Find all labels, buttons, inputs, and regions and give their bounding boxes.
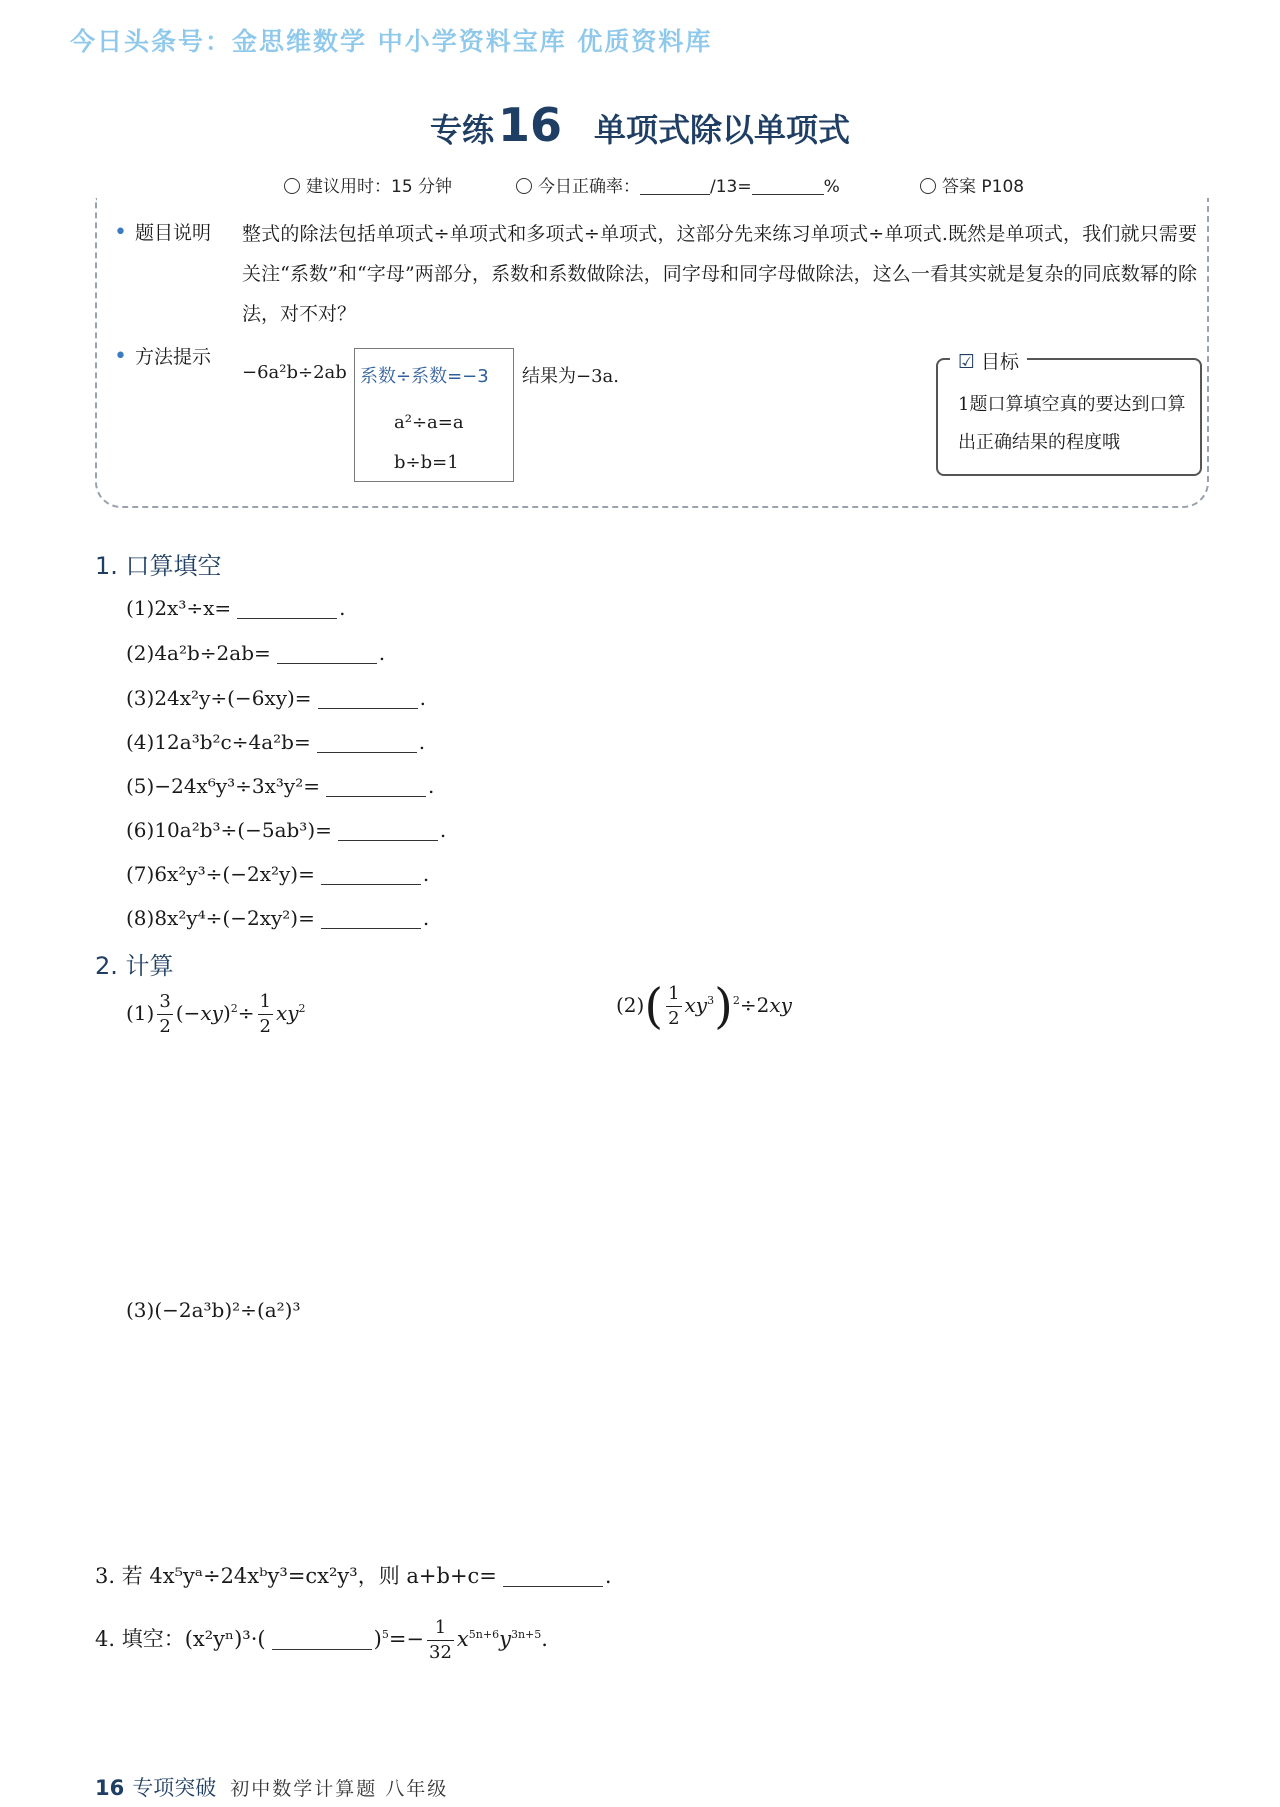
goal-tag: ☑ 目标 [950, 347, 1027, 374]
answer-blank[interactable] [321, 866, 421, 885]
q3: 3. 若 4x⁵yᵃ÷24xᵇy³=cx²y³，则 a+b+c= . [95, 1564, 612, 1588]
answer-blank[interactable] [277, 645, 377, 664]
q2-part-1: (1) $\frac{3}{2}$ $(-xy)^2\div$ $\frac{1}{2}$ $xy^2$ [126, 991, 306, 1037]
check-circle-icon [516, 178, 532, 194]
answer-ref: 答案 P108 [920, 172, 1024, 197]
footer: 16 专项突破 初中数学计算题 八年级 [95, 1776, 449, 1800]
hint-label: • 方法提示 [114, 344, 211, 369]
q1-item: (3)24x²y÷(−6xy)= . [126, 686, 426, 710]
page-title [0, 98, 1280, 152]
q1-item: (6)10a²b³÷(−5ab³)= . [126, 818, 447, 842]
answer-blank[interactable] [237, 600, 337, 619]
title-prefix: 专练 [429, 111, 494, 149]
answer-blank[interactable] [321, 910, 421, 929]
q1-item: (5)−24x⁶y³÷3x³y²= . [126, 774, 435, 798]
q1-item: (7)6x²y³÷(−2x²y)= . [126, 862, 430, 886]
hint-result: 结果为−3a. [522, 366, 619, 387]
desc-label: • 题目说明 [114, 220, 211, 245]
time-info: 建议用时：15 分钟 [284, 172, 452, 197]
accuracy-info: 今日正确率： /13= % [516, 172, 840, 197]
q4: 4. 填空：(x²yⁿ)³·( )$^5$=− $\frac{1}{32}$ $x^{5n+6}y^{3n+5}$. [95, 1617, 548, 1663]
q1-item: (2)4a²b÷2ab= . [126, 641, 386, 665]
checkbox-icon: ☑ [958, 351, 976, 373]
title-name: 单项式除以单项式 [594, 111, 851, 149]
clock-icon [284, 178, 300, 194]
hint-expr: −6a²b÷2ab [242, 362, 347, 383]
answer-blank[interactable] [272, 1631, 372, 1650]
q2-part-3: (3)(−2a³b)²÷(a²)³ [126, 1298, 301, 1322]
goal-text: 1题口算填空真的要达到口算出正确结果的程度哦 [958, 394, 1186, 453]
answer-blank[interactable] [317, 734, 417, 753]
hint-box-line-3: b÷b=1 [394, 452, 459, 473]
q1-item: (8)8x²y⁴÷(−2xy²)= . [126, 906, 430, 930]
watermark: 今日头条号：金思维数学 中小学资料宝库 优质资料库 [70, 27, 713, 56]
q1-item: (4)12a³b²c÷4a²b= . [126, 730, 426, 754]
q2-title: 2. 计算 [95, 952, 174, 980]
q2-part-2: (2)( $\frac{1}{2}$ $xy^3)^2\div 2xy$ [616, 978, 792, 1035]
hint-box-line-1: 系数÷系数=−3 [360, 366, 489, 387]
desc-text: 整式的除法包括单项式÷单项式和多项式÷单项式，这部分先来练习单项式÷单项式.既然是单项式，我们就只需要关注“系数”和“字母”两部分，系数和系数做除法，同字母和同字母做除法，这么一看其实就是复杂的同底数幂的除法，对不对？ [242, 223, 1197, 325]
q1-title: 1. 口算填空 [95, 552, 222, 580]
answer-blank[interactable] [318, 690, 418, 709]
answer-blank[interactable] [326, 778, 426, 797]
title-number: 16 [497, 98, 562, 152]
hint-box-line-2: a²÷a=a [394, 412, 464, 433]
answer-blank[interactable] [338, 822, 438, 841]
q1-item: (1)2x³÷x= . [126, 596, 346, 620]
answer-icon [920, 178, 936, 194]
answer-blank[interactable] [503, 1568, 603, 1587]
